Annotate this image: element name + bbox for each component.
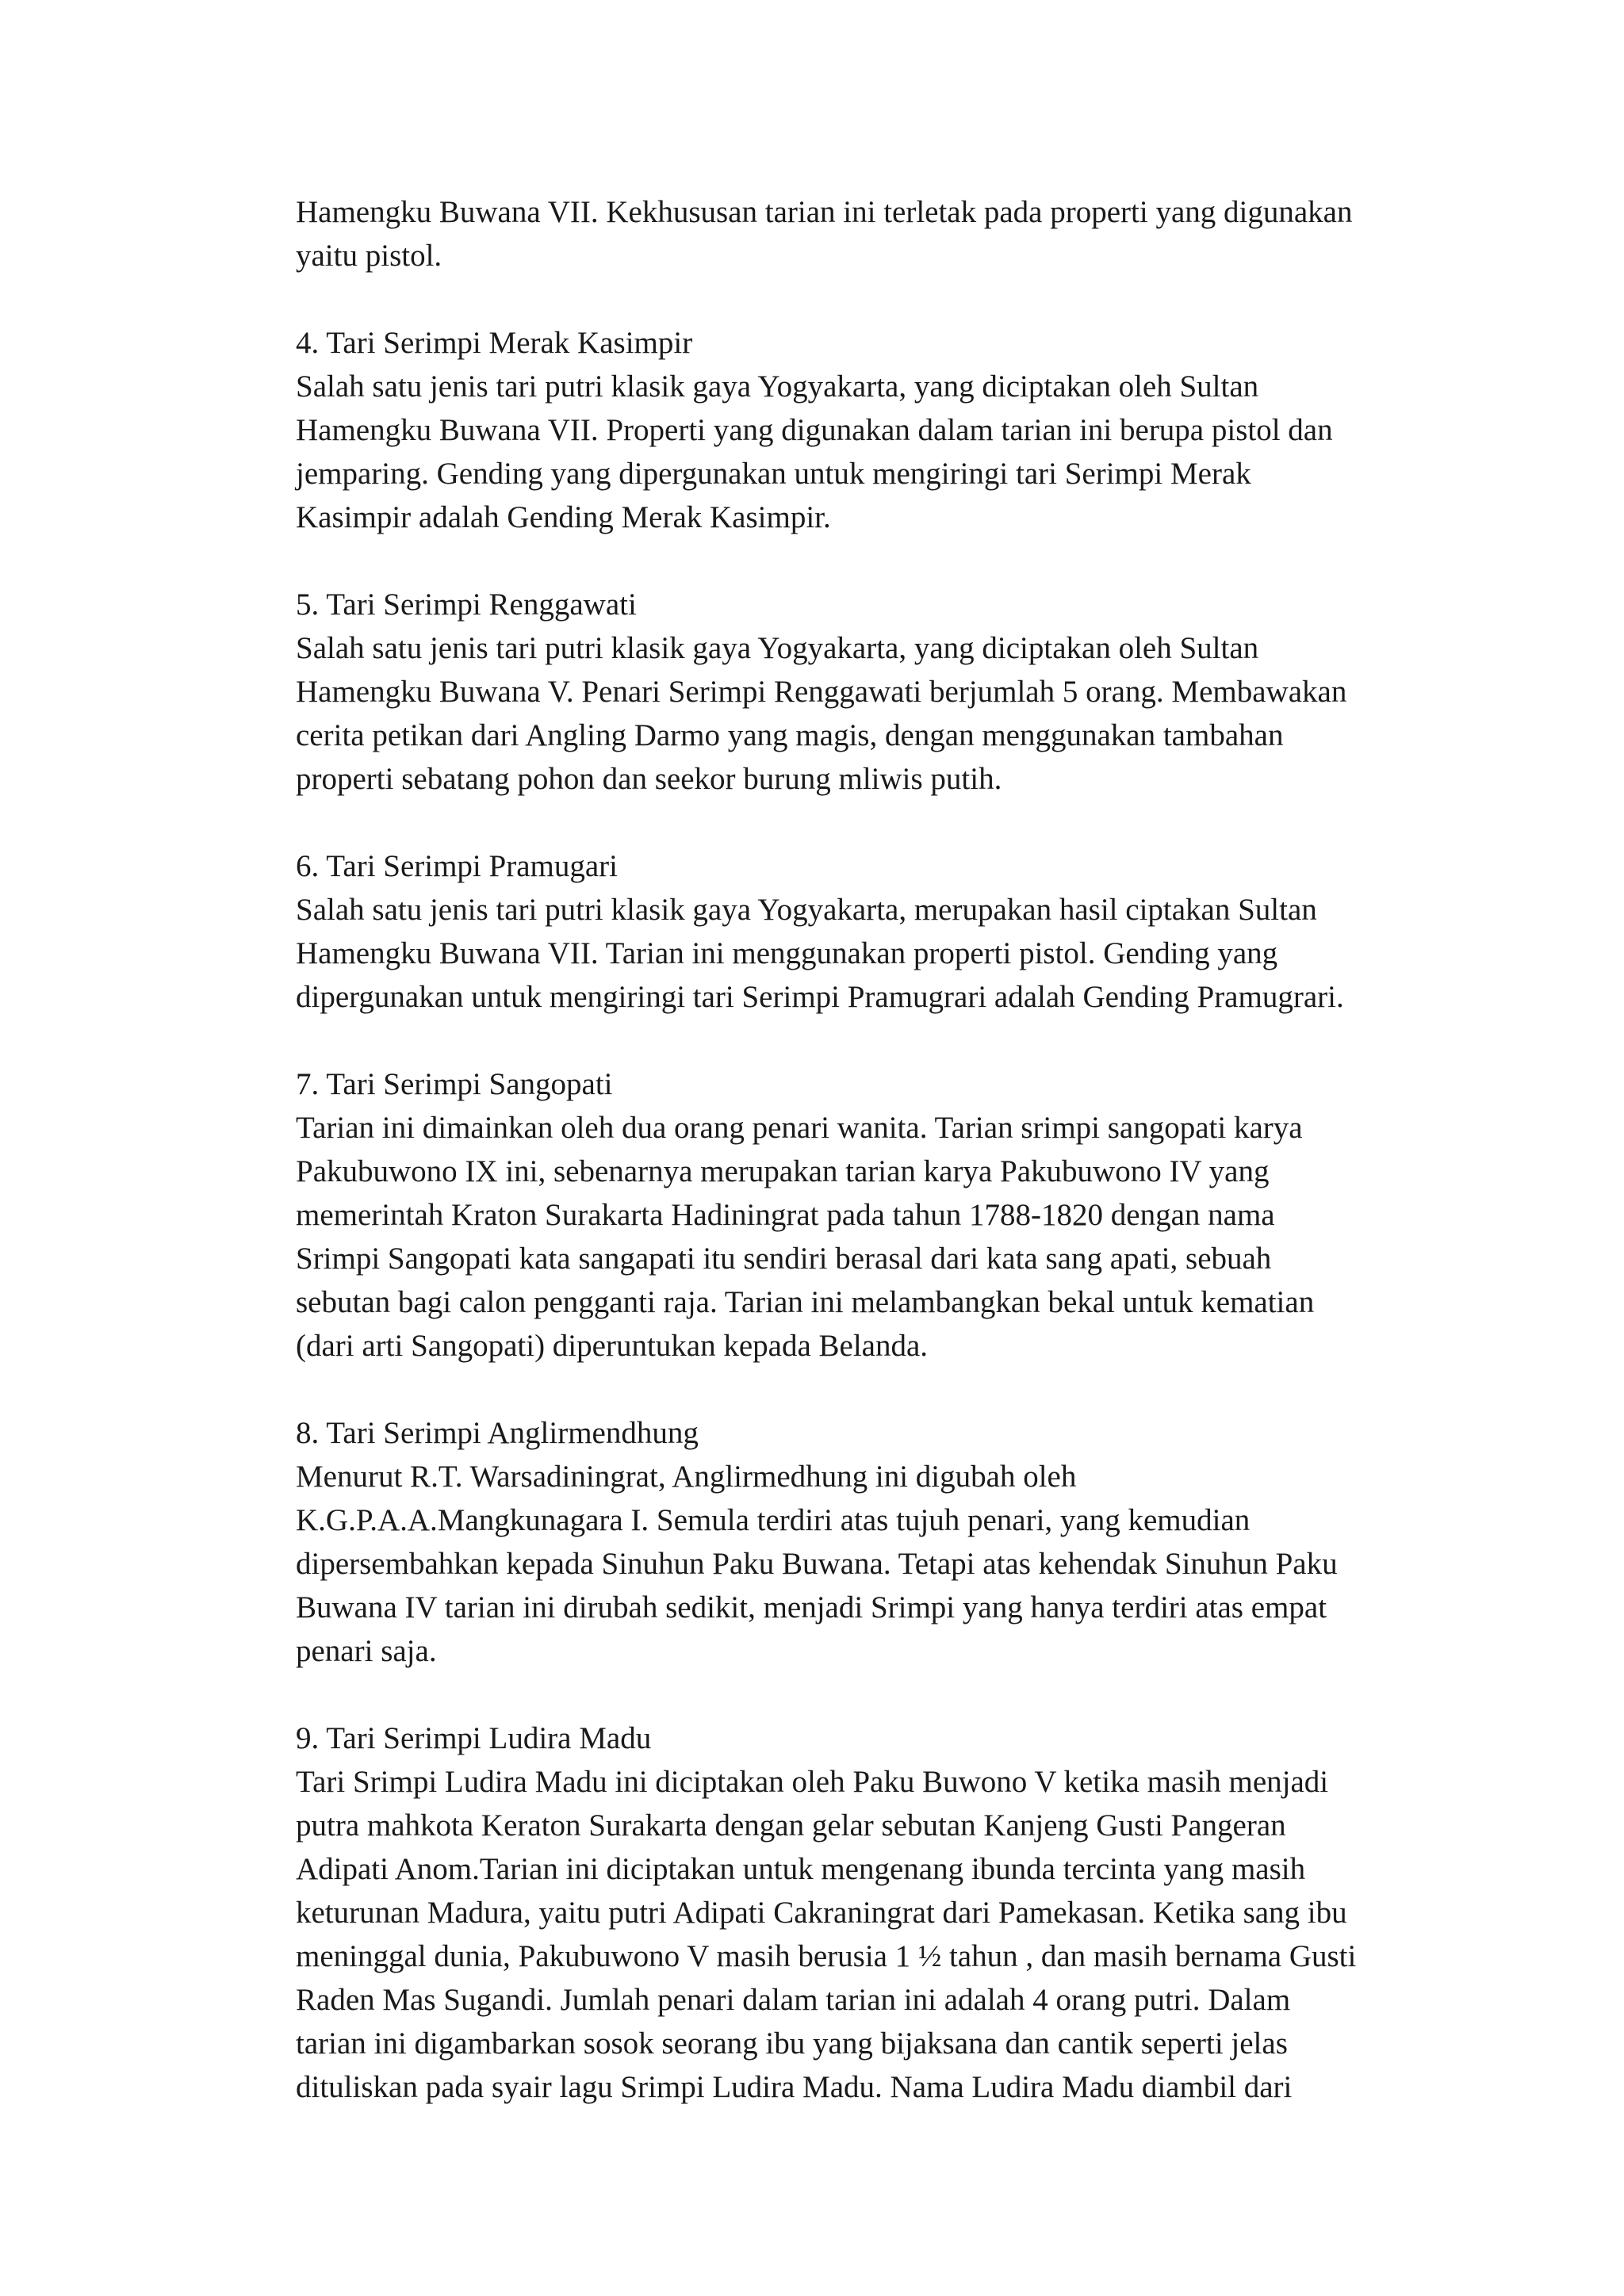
text-line: meninggal dunia, Pakubuwono V masih berusia 1 ½ tahun , dan masih bernama Gusti <box>296 1939 1357 1973</box>
text-line: cerita petikan dari Angling Darmo yang magis, dengan menggunakan tambahan <box>296 718 1284 752</box>
text-line: Salah satu jenis tari putri klasik gaya Yogyakarta, merupakan hasil ciptakan Sultan <box>296 893 1317 927</box>
text-line: Hamengku Buwana VII. Kekhususan tarian ini terletak pada properti yang digunakan <box>296 195 1353 229</box>
section-sangopati <box>296 1062 1438 1368</box>
text-line: Srimpi Sangopati kata sangapati itu sendiri berasal dari kata sang apati, sebuah <box>296 1242 1272 1276</box>
section-heading: 6. Tari Serimpi Pramugari <box>296 849 618 883</box>
text-line: putra mahkota Keraton Surakarta dengan gelar sebutan Kanjeng Gusti Pangeran <box>296 1808 1286 1843</box>
text-line: Tari Srimpi Ludira Madu ini diciptakan oleh Paku Buwono V ketika masih menjadi <box>296 1765 1329 1799</box>
text-line: dituliskan pada syair lagu Srimpi Ludira Madu. Nama Ludira Madu diambil dari <box>296 2070 1293 2104</box>
paragraph-gap <box>296 1019 1438 1062</box>
text-line: yaitu pistol. <box>296 239 442 273</box>
text-line: Hamengku Buwana VII. Tarian ini menggunakan properti pistol. Gending yang <box>296 936 1278 970</box>
section-renggawati <box>296 583 1438 801</box>
text-line: Hamengku Buwana VII. Properti yang digunakan dalam tarian ini berupa pistol dan <box>296 413 1333 447</box>
paragraph-gap <box>296 1368 1438 1411</box>
text-line: K.G.P.A.A.Mangkunagara I. Semula terdiri atas tujuh penari, yang kemudian <box>296 1503 1251 1537</box>
text-line: jemparing. Gending yang dipergunakan untuk mengiringi tari Serimpi Merak <box>296 457 1251 491</box>
text-line: Salah satu jenis tari putri klasik gaya Yogyakarta, yang diciptakan oleh Sultan <box>296 631 1259 665</box>
text-line: (dari arti Sangopati) diperuntukan kepada Belanda. <box>296 1329 929 1363</box>
text-line: Pakubuwono IX ini, sebenarnya merupakan tarian karya Pakubuwono IV yang <box>296 1154 1270 1188</box>
section-pramugari <box>296 844 1438 1019</box>
document-body <box>296 190 1438 2109</box>
text-line: Kasimpir adalah Gending Merak Kasimpir. <box>296 500 831 534</box>
paragraph-gap <box>296 801 1438 844</box>
section-ludira-madu <box>296 1716 1438 2109</box>
intro-paragraph <box>296 190 1438 277</box>
text-line: Hamengku Buwana V. Penari Serimpi Renggawati berjumlah 5 orang. Membawakan <box>296 675 1347 709</box>
paragraph-gap <box>296 1673 1438 1716</box>
text-line: Raden Mas Sugandi. Jumlah penari dalam tarian ini adalah 4 orang putri. Dalam <box>296 1983 1291 2017</box>
text-line: Salah satu jenis tari putri klasik gaya Yogyakarta, yang diciptakan oleh Sultan <box>296 369 1259 404</box>
paragraph-gap <box>296 539 1438 583</box>
section-heading: 4. Tari Serimpi Merak Kasimpir <box>296 326 693 360</box>
section-merak-kasimpir <box>296 321 1438 539</box>
paragraph-gap <box>296 277 1438 321</box>
section-heading: 9. Tari Serimpi Ludira Madu <box>296 1721 652 1755</box>
text-line: keturunan Madura, yaitu putri Adipati Cakraningrat dari Pamekasan. Ketika sang ibu <box>296 1896 1347 1930</box>
text-line: sebutan bagi calon pengganti raja. Tarian ini melambangkan bekal untuk kematian <box>296 1285 1315 1319</box>
text-line: tarian ini digambarkan sosok seorang ibu yang bijaksana dan cantik seperti jelas <box>296 2026 1288 2061</box>
section-anglirmendhung <box>296 1411 1438 1673</box>
section-heading: 7. Tari Serimpi Sangopati <box>296 1067 613 1101</box>
text-line: memerintah Kraton Surakarta Hadiningrat pada tahun 1788-1820 dengan nama <box>296 1198 1275 1232</box>
section-heading: 8. Tari Serimpi Anglirmendhung <box>296 1416 699 1450</box>
text-line: Adipati Anom.Tarian ini diciptakan untuk mengenang ibunda tercinta yang masih <box>296 1852 1306 1886</box>
text-line: dipergunakan untuk mengiringi tari Serimpi Pramugrari adalah Gending Pramugrari. <box>296 980 1344 1014</box>
text-line: properti sebatang pohon dan seekor burung mliwis putih. <box>296 762 1002 796</box>
text-line: penari saja. <box>296 1634 437 1668</box>
text-line: Menurut R.T. Warsadiningrat, Anglirmedhung ini digubah oleh <box>296 1460 1077 1494</box>
text-line: Tarian ini dimainkan oleh dua orang penari wanita. Tarian srimpi sangopati karya <box>296 1111 1303 1145</box>
text-line: Buwana IV tarian ini dirubah sedikit, menjadi Srimpi yang hanya terdiri atas empat <box>296 1590 1327 1624</box>
text-line: dipersembahkan kepada Sinuhun Paku Buwana. Tetapi atas kehendak Sinuhun Paku <box>296 1547 1338 1581</box>
section-heading: 5. Tari Serimpi Renggawati <box>296 587 637 622</box>
